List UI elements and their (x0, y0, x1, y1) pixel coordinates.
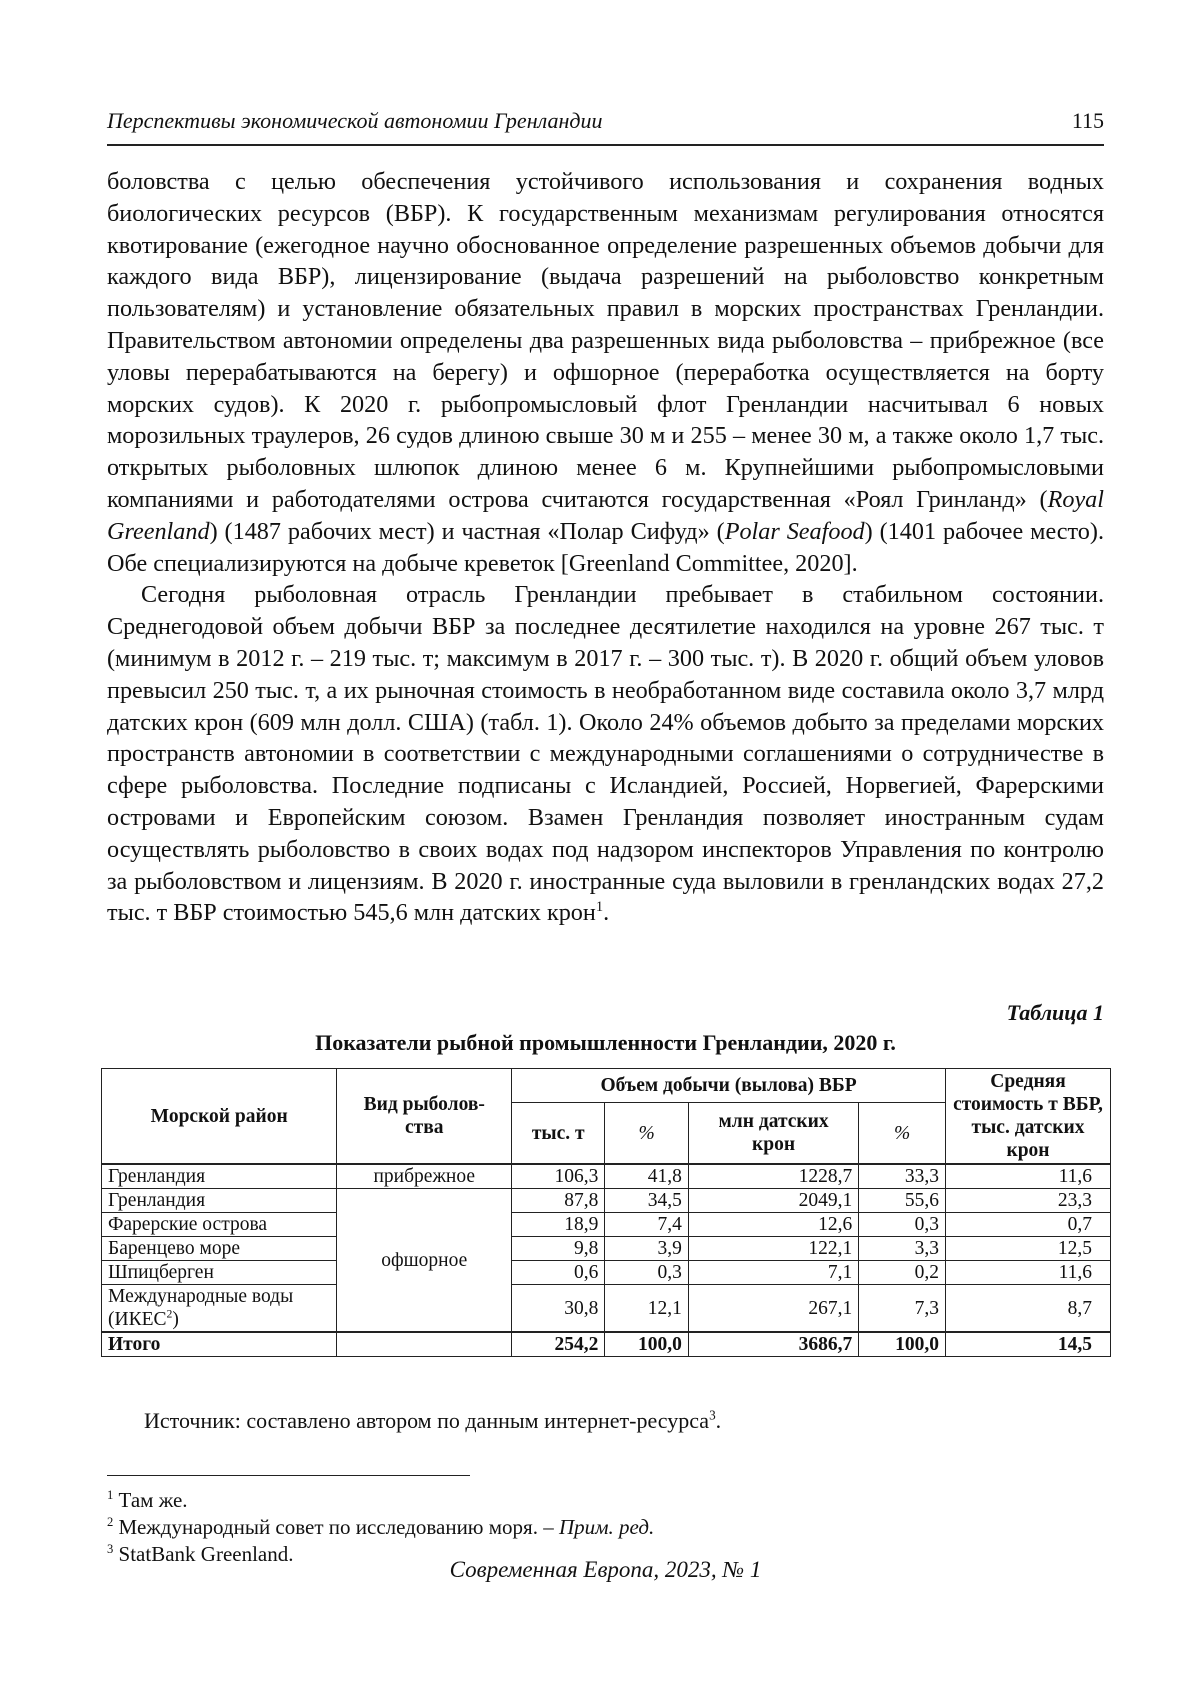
cell-value: 7,1 (688, 1261, 858, 1285)
cell-value: 122,1 (688, 1237, 858, 1261)
footnote-ref-3: 3 (709, 1407, 716, 1423)
footnote-2 (107, 1514, 654, 1541)
cell-avg: 11,6 (946, 1164, 1111, 1189)
cell-value: 1228,7 (688, 1164, 858, 1189)
footnote-number: 3 (107, 1542, 114, 1556)
header-pct-volume: % (605, 1103, 689, 1165)
p1-mid-text: ) (1487 рабочих мест) и частная «Полар Сифуд» ( (209, 517, 725, 545)
table-title: Показатели рыбной промышленности Гренландии, 2020 г. (315, 1030, 896, 1055)
cell-pct-volume: 41,8 (605, 1164, 689, 1189)
header-type: Вид рыболов- ства (337, 1069, 512, 1165)
cell-value: 12,6 (688, 1213, 858, 1237)
cell-pct-value: 0,2 (859, 1261, 946, 1285)
cell-tons: 9,8 (512, 1237, 605, 1261)
data-table (101, 1068, 1111, 1357)
cell-pct-value: 55,6 (859, 1189, 946, 1213)
paragraph-1 (107, 166, 1104, 579)
table-row (102, 1164, 1111, 1189)
cell-region: Гренландия (102, 1189, 337, 1213)
cell-pct-value: 33,3 (859, 1164, 946, 1189)
cell-total-pct-volume: 100,0 (605, 1332, 689, 1357)
footnote-text: StatBank Greenland. (118, 1542, 294, 1566)
footnote-divider (107, 1475, 470, 1476)
cell-total-tons: 254,2 (512, 1332, 605, 1357)
cell-pct-volume: 34,5 (605, 1189, 689, 1213)
cell-tons: 0,6 (512, 1261, 605, 1285)
footnote-1 (107, 1487, 654, 1514)
cell-avg: 12,5 (946, 1237, 1111, 1261)
header-value: млн датских крон (688, 1103, 858, 1165)
footnotes (107, 1487, 654, 1568)
journal-footer: Современная Европа, 2023, № 1 (449, 1557, 762, 1582)
region-text: Международные воды (ИКЕС (108, 1286, 294, 1330)
cell-avg: 11,6 (946, 1261, 1111, 1285)
header-tons: тыс. т (512, 1103, 605, 1165)
footnote-text: Там же. (118, 1488, 188, 1512)
table-row (102, 1285, 1111, 1333)
cell-avg: 8,7 (946, 1285, 1111, 1333)
region-end: ) (172, 1309, 179, 1330)
cell-pct-value: 3,3 (859, 1237, 946, 1261)
cell-pct-volume: 0,3 (605, 1261, 689, 1285)
cell-value: 2049,1 (688, 1189, 858, 1213)
table-row (102, 1189, 1111, 1213)
cell-pct-volume: 3,9 (605, 1237, 689, 1261)
footnote-italic: Прим. ред. (558, 1515, 655, 1539)
running-head (107, 108, 1104, 146)
table-row (102, 1261, 1111, 1285)
cell-type: прибрежное (337, 1164, 512, 1189)
table-total-row (102, 1332, 1111, 1357)
cell-total-value: 3686,7 (688, 1332, 858, 1357)
p1-italic-polar: Polar Seafood (724, 517, 865, 545)
cell-pct-volume: 12,1 (605, 1285, 689, 1333)
cell-tons: 106,3 (512, 1164, 605, 1189)
table-label: Таблица 1 (1006, 1000, 1104, 1025)
header-region: Морской район (102, 1069, 337, 1165)
cell-region: Баренцево море (102, 1237, 337, 1261)
cell-total-pct-value: 100,0 (859, 1332, 946, 1357)
source-end: . (715, 1408, 722, 1433)
footnote-number: 2 (107, 1515, 114, 1529)
header-volume-group: Объем добычи (вылова) ВБР (512, 1069, 946, 1103)
header-avg-cost: Средняя стоимость т ВБР, тыс. датских крон (946, 1069, 1111, 1165)
cell-pct-value: 0,3 (859, 1213, 946, 1237)
footnote-number: 1 (107, 1488, 114, 1502)
header-pct-value: % (859, 1103, 946, 1165)
cell-region (102, 1285, 337, 1333)
cell-avg: 23,3 (946, 1189, 1111, 1213)
footnote-ref-1: 1 (595, 899, 604, 916)
cell-pct-value: 7,3 (859, 1285, 946, 1333)
cell-total-avg: 14,5 (946, 1332, 1111, 1357)
cell-total-type (337, 1332, 512, 1357)
cell-tons: 30,8 (512, 1285, 605, 1333)
p2-end-text: . (603, 899, 610, 927)
table-source (144, 1408, 721, 1434)
footnote-text: Международный совет по исследованию моря. – (118, 1515, 559, 1539)
cell-region: Шпицберген (102, 1261, 337, 1285)
cell-tons: 87,8 (512, 1189, 605, 1213)
cell-type-offshore: офшорное (337, 1189, 512, 1333)
cell-pct-volume: 7,4 (605, 1213, 689, 1237)
cell-region: Гренландия (102, 1164, 337, 1189)
table-row (102, 1213, 1111, 1237)
page-number: 115 (1071, 108, 1104, 133)
p1-text: боловства с целью обеспечения устойчивого использования и сохранения водных биологических ресурсов (ВБР). К государственным механизмам регулирования относятся квотирование (ежегодное научно обоснованное определение разрешенных объемов добычи для каждого вида ВБР), лицензирование (выдача разрешений на рыболовство конкретным пользователям) и установление обязательных правил в морских пространствах Гренландии. Правительством автономии определены два разрешенных вида рыболовства – прибрежное (все уловы перерабатываются на берегу) и офшорное (переработка осуществляется на борту морских судов). К 2020 г. рыбопромысловый флот Гренландии насчитывал 6 новых морозильных траулеров, 26 судов длиною свыше 30 м и 255 – менее 30 м, а также около 1,7 тыс. открытых рыболовных шлюпок длиною менее 6 м. Крупнейшими рыбопромысловыми компаниями и работодателями острова считаются государственная «Роял Гринланд» ( (107, 168, 1104, 513)
p1-italic-royal: Royal Greenland (107, 485, 1104, 545)
p2-text: Сегодня рыболовная отрасль Гренландии пребывает в стабильном состоянии. Среднегодовой объем добычи ВБР за последнее десятилетие находился на уровне 267 тыс. т (минимум в 2012 г. – 219 тыс. т; максимум в 2017 г. – 300 тыс. т). В 2020 г. общий объем уловов превысил 250 тыс. т, а их рыночная стоимость в необработанном виде составила около 3,7 млрд датских крон (609 млн долл. США) (табл. 1). Около 24% объемов добыто за пределами морских пространств автономии в соответствии с международными соглашениями о сотрудничестве в сфере рыболовства. Последние подписаны с Исландией, Россией, Норвегией, Фарерскими островами и Европейским союзом. Взамен Гренландия позволяет иностранным судам осуществлять рыболовство в своих водах под надзором инспекторов Управления по контролю за рыболовством и лицензиям. В 2020 г. иностранные суда выловили в гренландских водах 27,2 тыс. т ВБР стоимостью 545,6 млн датских крон (107, 581, 1104, 927)
cell-tons: 18,9 (512, 1213, 605, 1237)
cell-total-label: Итого (102, 1332, 337, 1357)
cell-avg: 0,7 (946, 1213, 1111, 1237)
cell-value: 267,1 (688, 1285, 858, 1333)
source-text: Источник: составлено автором по данным интернет-ресурса (144, 1408, 710, 1433)
running-title: Перспективы экономической автономии Гренландии (107, 108, 603, 133)
footnote-ref-2: 2 (166, 1307, 173, 1321)
paragraph-2 (107, 579, 1104, 929)
p1-end-text: ) (1401 рабочее место). Обе специализируются на добыче креветок [Greenland Committee, 2020]. (107, 517, 1104, 577)
body-text (107, 166, 1104, 929)
table-row (102, 1237, 1111, 1261)
cell-region: Фарерские острова (102, 1213, 337, 1237)
